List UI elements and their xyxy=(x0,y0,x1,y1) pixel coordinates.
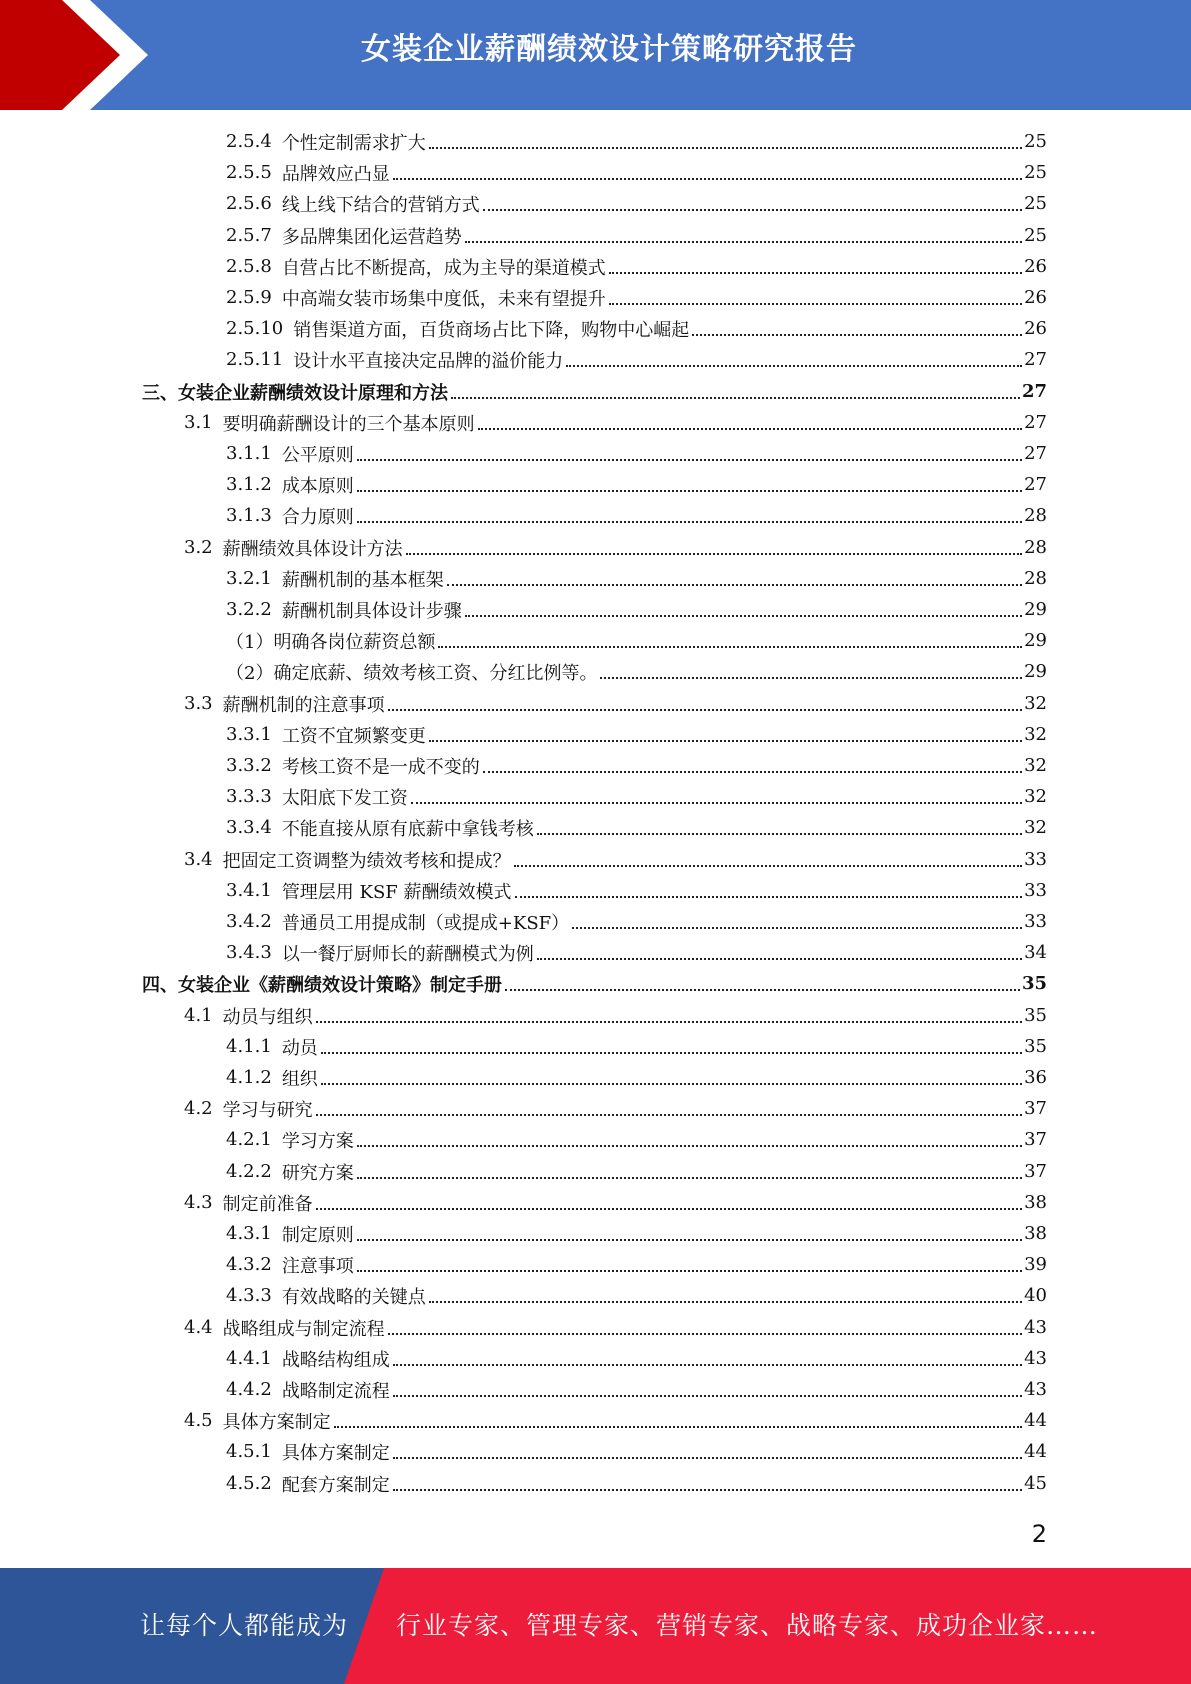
toc-dot-leader xyxy=(465,223,1022,243)
toc-entry-title: 薪酬机制的基本框架 xyxy=(281,569,444,591)
toc-entry-page: 25 xyxy=(1024,162,1047,183)
toc-entry-title: 把固定工资调整为绩效考核和提成？ xyxy=(222,850,511,872)
toc-entry[interactable] xyxy=(226,594,1047,625)
toc-dot-leader xyxy=(388,691,1022,711)
toc-dot-leader xyxy=(357,1221,1022,1241)
toc-entry[interactable] xyxy=(226,220,1047,251)
toc-dot-leader xyxy=(393,160,1022,180)
toc-entry[interactable] xyxy=(184,688,1047,719)
toc-entry-number: 3.3.1 xyxy=(226,724,272,745)
toc-entry[interactable] xyxy=(226,282,1047,313)
toc-entry[interactable] xyxy=(226,937,1047,968)
toc-entry-number: 2.5.9 xyxy=(226,287,272,308)
toc-dot-leader xyxy=(321,1034,1022,1054)
toc-entry-title: 学习方案 xyxy=(281,1130,354,1152)
toc-entry[interactable] xyxy=(184,1000,1047,1031)
toc-entry[interactable] xyxy=(226,812,1047,843)
toc-entry-page: 35 xyxy=(1024,1036,1047,1057)
toc-entry-title: 成本原则 xyxy=(281,475,354,497)
toc-entry-number: 2.5.6 xyxy=(226,193,272,214)
toc-entry[interactable] xyxy=(226,1031,1047,1062)
toc-entry-title: 中高端女装市场集中度低，未来有望提升 xyxy=(281,288,606,310)
toc-dot-leader xyxy=(411,784,1022,804)
toc-dot-leader xyxy=(393,1471,1022,1491)
toc-entry[interactable] xyxy=(184,1312,1047,1343)
toc-entry-title: 研究方案 xyxy=(281,1162,354,1184)
toc-entry-number: 2.5.8 xyxy=(226,256,272,277)
toc-dot-leader xyxy=(505,971,1020,991)
toc-dot-leader xyxy=(393,1377,1022,1397)
toc-dot-leader xyxy=(514,847,1022,867)
toc-entry-title: 公平原则 xyxy=(281,444,354,466)
toc-entry-number: 3.1.3 xyxy=(226,505,272,526)
toc-dot-leader xyxy=(537,940,1022,960)
toc-entry[interactable] xyxy=(226,251,1047,282)
toc-entry[interactable] xyxy=(226,469,1047,500)
toc-entry-page: 38 xyxy=(1024,1192,1047,1213)
toc-entry-page: 33 xyxy=(1024,880,1047,901)
toc-entry[interactable] xyxy=(142,376,1047,407)
toc-entry-page: 29 xyxy=(1024,661,1047,682)
toc-entry-page: 32 xyxy=(1024,724,1047,745)
toc-entry-number: 4.4.1 xyxy=(226,1348,272,1369)
toc-entry-number: 3.2.1 xyxy=(226,568,272,589)
toc-entry-title: 制定前准备 xyxy=(222,1193,313,1215)
toc-dot-leader xyxy=(438,628,1022,648)
toc-dot-leader xyxy=(321,1065,1022,1085)
toc-entry-number: 4.3.2 xyxy=(226,1254,272,1275)
toc-entry-page: 25 xyxy=(1024,225,1047,246)
toc-entry-page: 28 xyxy=(1024,505,1047,526)
toc-entry[interactable] xyxy=(184,1187,1047,1218)
toc-entry-page: 33 xyxy=(1024,911,1047,932)
toc-dot-leader xyxy=(357,1127,1022,1147)
toc-dot-leader xyxy=(388,1315,1022,1335)
toc-entry[interactable] xyxy=(226,906,1047,937)
toc-entry-number: 4.2 xyxy=(184,1098,213,1119)
toc-entry-title: 战略结构组成 xyxy=(281,1349,390,1371)
toc-entry-title: 配套方案制定 xyxy=(281,1474,390,1496)
toc-entry-title: 学习与研究 xyxy=(222,1099,313,1121)
page-footer xyxy=(0,1568,1191,1684)
toc-entry-title: 薪酬机制具体设计步骤 xyxy=(281,600,462,622)
toc-entry-number: 4.4.2 xyxy=(226,1379,272,1400)
toc-entry-title: 个性定制需求扩大 xyxy=(281,132,426,154)
toc-entry-number: 4.5.1 xyxy=(226,1441,272,1462)
toc-dot-leader xyxy=(429,722,1022,742)
toc-entry-title: 薪酬绩效具体设计方法 xyxy=(222,538,403,560)
toc-entry-title: 具体方案制定 xyxy=(281,1442,390,1464)
toc-entry-title: 管理层用 KSF 薪酬绩效模式 xyxy=(281,881,512,903)
page-number: 2 xyxy=(1031,1520,1047,1548)
toc-entry-number: 三、 xyxy=(142,382,178,404)
toc-entry-number: 3.1 xyxy=(184,412,213,433)
toc-entry-page: 25 xyxy=(1024,131,1047,152)
toc-dot-leader xyxy=(515,878,1023,898)
toc-dot-leader xyxy=(316,1096,1022,1116)
toc-dot-leader xyxy=(566,347,1022,367)
toc-entry-page: 33 xyxy=(1024,849,1047,870)
toc-entry-title: 品牌效应凸显 xyxy=(281,163,390,185)
toc-entry[interactable] xyxy=(226,313,1047,344)
toc-entry[interactable] xyxy=(184,532,1047,563)
toc-entry[interactable] xyxy=(226,1436,1047,1467)
toc-entry-page: 37 xyxy=(1024,1098,1047,1119)
toc-dot-leader xyxy=(316,1190,1022,1210)
toc-entry[interactable] xyxy=(226,1249,1047,1280)
toc-entry-page: 27 xyxy=(1024,412,1047,433)
toc-entry-page: 43 xyxy=(1024,1348,1047,1369)
toc-entry-page: 38 xyxy=(1024,1223,1047,1244)
toc-entry-number: 3.4 xyxy=(184,849,213,870)
toc-entry-number: 3.1.1 xyxy=(226,443,272,464)
toc-entry-page: 37 xyxy=(1024,1129,1047,1150)
toc-entry-number: 3.1.2 xyxy=(226,474,272,495)
toc-entry-title: 自营占比不断提高，成为主导的渠道模式 xyxy=(281,257,606,279)
toc-entry[interactable] xyxy=(184,1093,1047,1124)
toc-entry[interactable] xyxy=(226,1374,1047,1405)
toc-entry-page: 34 xyxy=(1024,942,1047,963)
toc-entry-title: 多品牌集团化运营趋势 xyxy=(281,226,462,248)
toc-entry[interactable] xyxy=(226,656,1047,687)
toc-entry-number: 3.2.2 xyxy=(226,599,272,620)
toc-entry[interactable] xyxy=(226,1280,1047,1311)
toc-dot-leader xyxy=(316,1003,1022,1023)
toc-entry[interactable] xyxy=(184,1405,1047,1436)
toc-dot-leader xyxy=(357,472,1022,492)
toc-entry-page: 35 xyxy=(1021,973,1047,994)
toc-entry-number: 4.1.2 xyxy=(226,1067,272,1088)
footer-slogan-left: 让每个人都能成为 xyxy=(140,1611,349,1640)
toc-entry-title: 注意事项 xyxy=(281,1255,354,1277)
toc-dot-leader xyxy=(609,285,1022,305)
toc-entry-page: 44 xyxy=(1024,1441,1047,1462)
toc-entry-number: 2.5.7 xyxy=(226,225,272,246)
toc-entry-number: 4.3.3 xyxy=(226,1285,272,1306)
toc-entry-number: 3.2 xyxy=(184,537,213,558)
toc-entry-title: （1）明确各岗位薪资总额 xyxy=(226,631,436,653)
toc-dot-leader xyxy=(572,909,1022,929)
toc-entry-title: 战略组成与制定流程 xyxy=(222,1318,385,1340)
toc-entry-number: 4.5 xyxy=(184,1410,213,1431)
toc-entry[interactable] xyxy=(226,750,1047,781)
toc-entry-title: 要明确薪酬设计的三个基本原则 xyxy=(222,413,475,435)
toc-dot-leader xyxy=(600,659,1022,679)
toc-entry-number: 3.3.2 xyxy=(226,755,272,776)
toc-entry-number: 2.5.10 xyxy=(226,318,284,339)
toc-entry-number: 4.3 xyxy=(184,1192,213,1213)
toc-entry-number: 3.3 xyxy=(184,693,213,714)
toc-dot-leader xyxy=(334,1408,1022,1428)
toc-entry-number: 4.2.2 xyxy=(226,1161,272,1182)
toc-entry[interactable] xyxy=(226,1468,1047,1499)
toc-entry-number: 4.5.2 xyxy=(226,1473,272,1494)
toc-entry-number: 3.4.2 xyxy=(226,911,272,932)
toc-entry-number: 2.5.5 xyxy=(226,162,272,183)
toc-entry-title: 设计水平直接决定品牌的溢价能力 xyxy=(293,350,564,372)
toc-entry[interactable] xyxy=(226,563,1047,594)
toc-entry-page: 37 xyxy=(1024,1161,1047,1182)
toc-dot-leader xyxy=(393,1346,1022,1366)
toc-entry[interactable] xyxy=(226,719,1047,750)
toc-entry-page: 32 xyxy=(1024,817,1047,838)
toc-entry[interactable] xyxy=(184,844,1047,875)
toc-entry-title: 普通员工用提成制（或提成+KSF） xyxy=(281,912,570,934)
toc-entry-title: 以一餐厅厨师长的薪酬模式为例 xyxy=(281,943,534,965)
toc-entry-title: 具体方案制定 xyxy=(222,1411,331,1433)
toc-entry-page: 29 xyxy=(1024,630,1047,651)
toc-entry-page: 32 xyxy=(1024,693,1047,714)
toc-entry-page: 43 xyxy=(1024,1379,1047,1400)
toc-entry[interactable] xyxy=(226,781,1047,812)
toc-dot-leader xyxy=(465,597,1022,617)
report-title: 女装企业薪酬绩效设计策略研究报告 xyxy=(361,32,857,67)
toc-entry[interactable] xyxy=(226,1156,1047,1187)
toc-entry-title: （2）确定底薪、绩效考核工资、分红比例等。 xyxy=(226,662,598,684)
toc-entry-title: 太阳底下发工资 xyxy=(281,787,408,809)
toc-dot-leader xyxy=(483,753,1022,773)
toc-entry-page: 36 xyxy=(1024,1067,1047,1088)
toc-entry-title: 考核工资不是一成不变的 xyxy=(281,756,480,778)
toc-entry-number: 2.5.11 xyxy=(226,349,284,370)
toc-entry[interactable] xyxy=(226,1062,1047,1093)
toc-entry-page: 44 xyxy=(1024,1410,1047,1431)
toc-dot-leader xyxy=(609,254,1022,274)
toc-entry-page: 45 xyxy=(1024,1473,1047,1494)
toc-entry-page: 32 xyxy=(1024,755,1047,776)
toc-entry-title: 动员与组织 xyxy=(222,1006,313,1028)
toc-entry-page: 25 xyxy=(1024,193,1047,214)
toc-dot-leader xyxy=(357,1252,1022,1272)
toc-entry-title: 动员 xyxy=(281,1037,318,1059)
toc-entry-title: 销售渠道方面，百货商场占比下降，购物中心崛起 xyxy=(293,319,690,341)
toc-entry-number: 4.3.1 xyxy=(226,1223,272,1244)
toc-entry-number: 4.4 xyxy=(184,1317,213,1338)
toc-entry-page: 26 xyxy=(1024,287,1047,308)
toc-dot-leader xyxy=(357,1159,1022,1179)
toc-entry-page: 28 xyxy=(1024,568,1047,589)
toc-dot-leader xyxy=(692,316,1022,336)
toc-entry-number: 3.3.3 xyxy=(226,786,272,807)
toc-entry-title: 有效战略的关键点 xyxy=(281,1286,426,1308)
toc-dot-leader xyxy=(483,191,1022,211)
toc-entry-page: 27 xyxy=(1024,443,1047,464)
toc-dot-leader xyxy=(447,566,1022,586)
toc-entry[interactable] xyxy=(226,1343,1047,1374)
toc-entry[interactable] xyxy=(226,1124,1047,1155)
toc-dot-leader xyxy=(429,1283,1022,1303)
toc-entry-number: 四、 xyxy=(142,974,178,996)
toc-entry-page: 28 xyxy=(1024,537,1047,558)
toc-entry-number: 4.1 xyxy=(184,1005,213,1026)
toc-dot-leader xyxy=(478,410,1022,430)
toc-entry[interactable] xyxy=(226,126,1047,157)
toc-entry[interactable] xyxy=(226,625,1047,656)
toc-entry[interactable] xyxy=(226,500,1047,531)
toc-dot-leader xyxy=(406,535,1022,555)
toc-entry-title: 合力原则 xyxy=(281,506,354,528)
toc-dot-leader xyxy=(429,129,1022,149)
toc-entry[interactable] xyxy=(226,344,1047,375)
toc-entry-number: 4.2.1 xyxy=(226,1129,272,1150)
toc-entry-page: 26 xyxy=(1024,256,1047,277)
toc-entry-page: 27 xyxy=(1021,381,1047,402)
toc-entry-page: 39 xyxy=(1024,1254,1047,1275)
toc-entry-number: 3.3.4 xyxy=(226,817,272,838)
toc-entry-number: 2.5.4 xyxy=(226,131,272,152)
toc-entry-page: 29 xyxy=(1024,599,1047,620)
toc-entry[interactable] xyxy=(226,188,1047,219)
toc-entry-number: 3.4.3 xyxy=(226,942,272,963)
toc-dot-leader xyxy=(357,503,1022,523)
toc-entry-page: 26 xyxy=(1024,318,1047,339)
toc-entry[interactable] xyxy=(226,1218,1047,1249)
toc-entry-title: 工资不宜频繁变更 xyxy=(281,725,426,747)
toc-entry-title: 女装企业《薪酬绩效设计策略》制定手册 xyxy=(178,974,502,996)
toc-entry-number: 4.1.1 xyxy=(226,1036,272,1057)
toc-entry-page: 43 xyxy=(1024,1317,1047,1338)
toc-entry-title: 线上线下结合的营销方式 xyxy=(281,194,480,216)
toc-entry[interactable] xyxy=(184,407,1047,438)
toc-entry-page: 32 xyxy=(1024,786,1047,807)
toc-entry-page: 35 xyxy=(1024,1005,1047,1026)
toc-entry-title: 组织 xyxy=(281,1068,318,1090)
toc-dot-leader xyxy=(357,441,1022,461)
toc-entry[interactable] xyxy=(226,875,1047,906)
toc-entry-title: 不能直接从原有底薪中拿钱考核 xyxy=(281,818,534,840)
toc-entry-title: 薪酬机制的注意事项 xyxy=(222,694,385,716)
toc-entry-number: 3.4.1 xyxy=(226,880,272,901)
toc-entry[interactable] xyxy=(226,157,1047,188)
footer-slogan-right: 行业专家、管理专家、营销专家、战略专家、成功企业家…… xyxy=(396,1611,1099,1640)
toc-entry-page: 27 xyxy=(1024,474,1047,495)
toc-entry-title: 女装企业薪酬绩效设计原理和方法 xyxy=(178,382,448,404)
toc-dot-leader xyxy=(451,379,1020,399)
toc-entry[interactable] xyxy=(142,968,1047,999)
toc-entry-title: 战略制定流程 xyxy=(281,1380,390,1402)
page-header xyxy=(0,0,1191,110)
toc-entry[interactable] xyxy=(226,438,1047,469)
toc-dot-leader xyxy=(537,815,1022,835)
toc-entry-page: 27 xyxy=(1024,349,1047,370)
toc-entry-page: 40 xyxy=(1024,1285,1047,1306)
toc-dot-leader xyxy=(393,1439,1022,1459)
toc-entry-title: 制定原则 xyxy=(281,1224,354,1246)
